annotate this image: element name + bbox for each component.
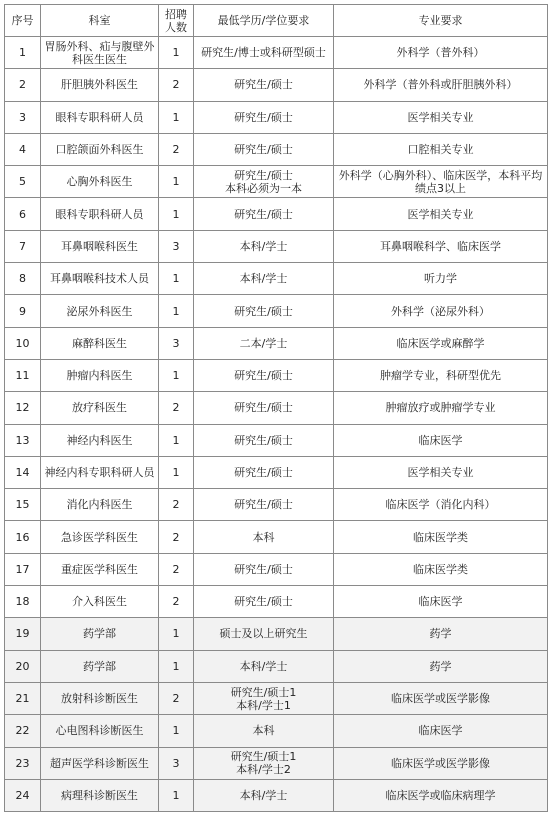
row-no: 11 (5, 359, 41, 391)
row-no: 17 (5, 553, 41, 585)
row-education: 本科/学士 (194, 650, 334, 682)
row-no: 8 (5, 263, 41, 295)
row-major: 临床医学 (334, 424, 548, 456)
row-education: 研究生/硕士1 本科/学士1 (194, 682, 334, 714)
row-department: 眼科专职科研人员 (41, 101, 159, 133)
recruitment-table (4, 4, 548, 812)
table-row (5, 586, 548, 618)
row-count: 2 (159, 682, 194, 714)
table-row (5, 521, 548, 553)
row-major: 临床医学或医学影像 (334, 682, 548, 714)
row-count: 2 (159, 392, 194, 424)
row-major: 听力学 (334, 263, 548, 295)
row-department: 放射科诊断医生 (41, 682, 159, 714)
row-department: 病理科诊断医生 (41, 779, 159, 811)
row-major: 临床医学或麻醉学 (334, 327, 548, 359)
table-row (5, 424, 548, 456)
row-department: 肝胆胰外科医生 (41, 69, 159, 101)
header-no: 序号 (5, 5, 41, 37)
row-education: 研究生/硕士 (194, 198, 334, 230)
row-department: 药学部 (41, 618, 159, 650)
row-major: 肿瘤放疗或肿瘤学专业 (334, 392, 548, 424)
row-department: 重症医学科医生 (41, 553, 159, 585)
table-row (5, 359, 548, 391)
table-row (5, 747, 548, 779)
table-row (5, 37, 548, 69)
row-major: 临床医学或医学影像 (334, 747, 548, 779)
row-major: 临床医学类 (334, 553, 548, 585)
row-department: 神经内科专职科研人员 (41, 456, 159, 488)
row-education: 本科/学士 (194, 230, 334, 262)
table-row (5, 101, 548, 133)
row-education: 本科 (194, 521, 334, 553)
row-no: 16 (5, 521, 41, 553)
row-count: 1 (159, 101, 194, 133)
row-major: 医学相关专业 (334, 456, 548, 488)
row-no: 15 (5, 489, 41, 521)
row-education: 研究生/硕士 本科必须为一本 (194, 166, 334, 198)
table-row (5, 489, 548, 521)
row-count: 1 (159, 424, 194, 456)
row-major: 临床医学 (334, 715, 548, 747)
row-department: 超声医学科诊断医生 (41, 747, 159, 779)
row-count: 1 (159, 359, 194, 391)
row-department: 放疗科医生 (41, 392, 159, 424)
table-row (5, 133, 548, 165)
row-major: 临床医学 (334, 586, 548, 618)
row-major: 外科学（普外科） (334, 37, 548, 69)
row-department: 肿瘤内科医生 (41, 359, 159, 391)
row-department: 急诊医学科医生 (41, 521, 159, 553)
row-department: 心电图科诊断医生 (41, 715, 159, 747)
row-count: 1 (159, 618, 194, 650)
table-row (5, 682, 548, 714)
table-row (5, 230, 548, 262)
row-education: 研究生/博士或科研型硕士 (194, 37, 334, 69)
row-major: 外科学（普外科或肝胆胰外科） (334, 69, 548, 101)
row-no: 9 (5, 295, 41, 327)
header-major: 专业要求 (334, 5, 548, 37)
row-no: 23 (5, 747, 41, 779)
table-row (5, 779, 548, 811)
row-major: 药学 (334, 650, 548, 682)
row-education: 研究生/硕士 (194, 456, 334, 488)
row-department: 胃肠外科、疝与腹壁外科医生医生 (41, 37, 159, 69)
row-no: 12 (5, 392, 41, 424)
table-row (5, 715, 548, 747)
row-no: 1 (5, 37, 41, 69)
row-count: 1 (159, 263, 194, 295)
row-major: 医学相关专业 (334, 198, 548, 230)
table-row (5, 327, 548, 359)
row-count: 3 (159, 747, 194, 779)
row-department: 心胸外科医生 (41, 166, 159, 198)
row-no: 13 (5, 424, 41, 456)
row-no: 6 (5, 198, 41, 230)
row-count: 1 (159, 166, 194, 198)
row-count: 3 (159, 230, 194, 262)
row-no: 24 (5, 779, 41, 811)
row-department: 泌尿外科医生 (41, 295, 159, 327)
row-education: 研究生/硕士 (194, 489, 334, 521)
row-department: 眼科专职科研人员 (41, 198, 159, 230)
row-education: 研究生/硕士 (194, 69, 334, 101)
row-education: 研究生/硕士 (194, 101, 334, 133)
row-major: 肿瘤学专业，科研型优先 (334, 359, 548, 391)
table-row (5, 392, 548, 424)
row-count: 2 (159, 586, 194, 618)
row-department: 神经内科医生 (41, 424, 159, 456)
table-row (5, 456, 548, 488)
row-no: 5 (5, 166, 41, 198)
row-no: 21 (5, 682, 41, 714)
row-education: 研究生/硕士 (194, 359, 334, 391)
row-no: 2 (5, 69, 41, 101)
table-row (5, 618, 548, 650)
row-education: 研究生/硕士 (194, 553, 334, 585)
row-count: 2 (159, 553, 194, 585)
table-row (5, 166, 548, 198)
row-count: 1 (159, 295, 194, 327)
row-major: 临床医学类 (334, 521, 548, 553)
row-no: 7 (5, 230, 41, 262)
table-row (5, 650, 548, 682)
row-major: 医学相关专业 (334, 101, 548, 133)
row-major: 临床医学或临床病理学 (334, 779, 548, 811)
row-education: 研究生/硕士1 本科/学士2 (194, 747, 334, 779)
row-count: 1 (159, 37, 194, 69)
row-no: 18 (5, 586, 41, 618)
row-major: 临床医学（消化内科） (334, 489, 548, 521)
row-major: 药学 (334, 618, 548, 650)
row-major: 耳鼻咽喉科学、临床医学 (334, 230, 548, 262)
table-row (5, 553, 548, 585)
row-no: 20 (5, 650, 41, 682)
header-count: 招聘人数 (159, 5, 194, 37)
table-row (5, 295, 548, 327)
row-count: 2 (159, 133, 194, 165)
row-department: 耳鼻咽喉科技术人员 (41, 263, 159, 295)
row-count: 1 (159, 198, 194, 230)
row-department: 介入科医生 (41, 586, 159, 618)
row-major: 外科学（心胸外科）、临床医学，本科平均绩点3以上 (334, 166, 548, 198)
row-count: 2 (159, 69, 194, 101)
table-row (5, 198, 548, 230)
row-education: 研究生/硕士 (194, 424, 334, 456)
row-education: 本科/学士 (194, 263, 334, 295)
row-education: 研究生/硕士 (194, 586, 334, 618)
row-department: 耳鼻咽喉科医生 (41, 230, 159, 262)
table-row (5, 263, 548, 295)
row-education: 本科 (194, 715, 334, 747)
table-body (5, 37, 548, 812)
row-major: 外科学（泌尿外科） (334, 295, 548, 327)
row-no: 19 (5, 618, 41, 650)
row-count: 1 (159, 650, 194, 682)
row-education: 硕士及以上研究生 (194, 618, 334, 650)
header-department: 科室 (41, 5, 159, 37)
table-header-row (5, 5, 548, 37)
row-department: 口腔颌面外科医生 (41, 133, 159, 165)
row-no: 10 (5, 327, 41, 359)
row-no: 4 (5, 133, 41, 165)
row-no: 14 (5, 456, 41, 488)
row-department: 麻醉科医生 (41, 327, 159, 359)
header-education: 最低学历/学位要求 (194, 5, 334, 37)
row-education: 二本/学士 (194, 327, 334, 359)
row-count: 3 (159, 327, 194, 359)
row-education: 研究生/硕士 (194, 392, 334, 424)
row-education: 本科/学士 (194, 779, 334, 811)
row-department: 消化内科医生 (41, 489, 159, 521)
row-department: 药学部 (41, 650, 159, 682)
row-education: 研究生/硕士 (194, 295, 334, 327)
row-count: 2 (159, 521, 194, 553)
row-count: 1 (159, 715, 194, 747)
row-education: 研究生/硕士 (194, 133, 334, 165)
row-count: 1 (159, 456, 194, 488)
table-row (5, 69, 548, 101)
row-major: 口腔相关专业 (334, 133, 548, 165)
row-no: 3 (5, 101, 41, 133)
row-count: 1 (159, 779, 194, 811)
row-no: 22 (5, 715, 41, 747)
row-count: 2 (159, 489, 194, 521)
